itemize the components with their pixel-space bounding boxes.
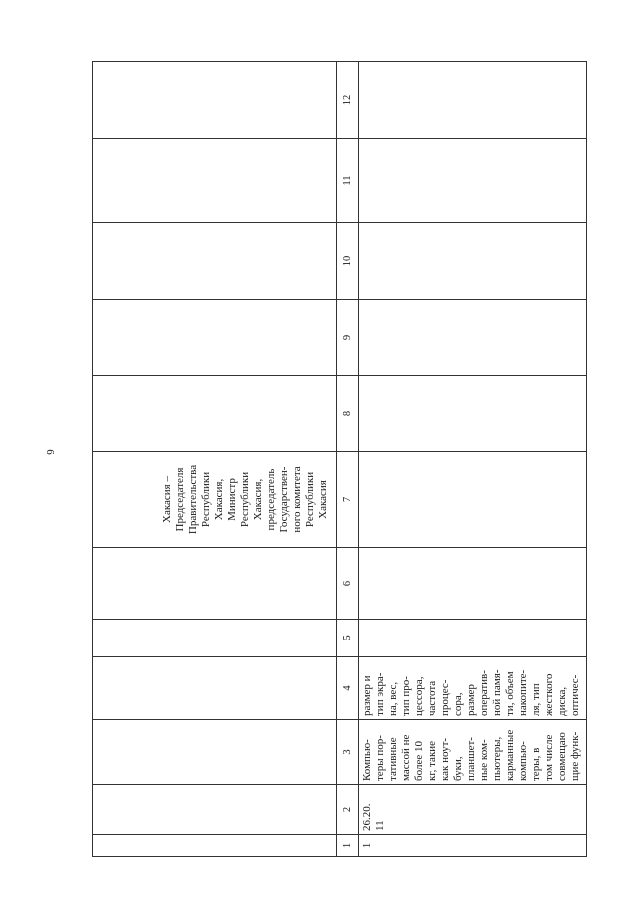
data-cell-9 — [359, 300, 587, 376]
column-number-9: 9 — [337, 300, 359, 376]
column-number-2: 2 — [337, 785, 359, 835]
goods-table — [92, 61, 587, 857]
header-cell-8 — [93, 376, 337, 452]
data-cell-2 — [359, 785, 587, 835]
data-cell-6 — [359, 548, 587, 620]
data-row — [359, 62, 587, 857]
data-cell-7 — [359, 452, 587, 548]
header-cell-2 — [93, 785, 337, 835]
header-cell-6 — [93, 548, 337, 620]
data-cell-8 — [359, 376, 587, 452]
header-cell-7 — [93, 452, 337, 548]
header-cell-3 — [93, 720, 337, 785]
header-row — [93, 62, 337, 857]
product-name: Компью- теры пор- тативные массой не более 10 кг, такие как ноут- буки, планшет- ные ком- пьютеры, карманные компью- теры, в том числе совмещаю щие функ- — [361, 729, 581, 781]
column-number-1: 1 — [337, 835, 359, 857]
column-number-11: 11 — [337, 139, 359, 223]
column-number-5: 5 — [337, 620, 359, 657]
column-number-8: 8 — [337, 376, 359, 452]
data-cell-4 — [359, 657, 587, 720]
header-cell-7-text: Хакасия – Председателя Правительства Республики Хакасия, Министр Республики Хакасия, председатель Государствен- ного комитета Республики Хакасия — [161, 464, 329, 535]
okpd-code: 26.20. 11 — [361, 803, 386, 831]
header-cell-4 — [93, 657, 337, 720]
data-cell-11 — [359, 139, 587, 223]
data-cell-3 — [359, 720, 587, 785]
column-number-12: 12 — [337, 62, 359, 139]
page-number: 6 — [44, 449, 56, 455]
rotated-table-container — [92, 62, 586, 857]
header-cell-11 — [93, 139, 337, 223]
product-characteristics: размер и тип экра- на, вес, тип про- цессора, частота процес- сора, размер оператив- ной памя- ти, объем накопите- ля, тип жесткого диска, оптичес- — [361, 669, 581, 716]
header-cell-9 — [93, 300, 337, 376]
header-cell-1 — [93, 835, 337, 857]
column-number-10: 10 — [337, 223, 359, 300]
data-cell-12 — [359, 62, 587, 139]
row-number: 1 — [361, 842, 373, 849]
header-cell-5 — [93, 620, 337, 657]
data-cell-5 — [359, 620, 587, 657]
column-number-3: 3 — [337, 720, 359, 785]
column-number-6: 6 — [337, 548, 359, 620]
column-number-row — [337, 62, 359, 857]
column-number-4: 4 — [337, 657, 359, 720]
header-cell-12 — [93, 62, 337, 139]
data-cell-10 — [359, 223, 587, 300]
column-number-7: 7 — [337, 452, 359, 548]
header-cell-10 — [93, 223, 337, 300]
data-cell-1 — [359, 835, 587, 857]
